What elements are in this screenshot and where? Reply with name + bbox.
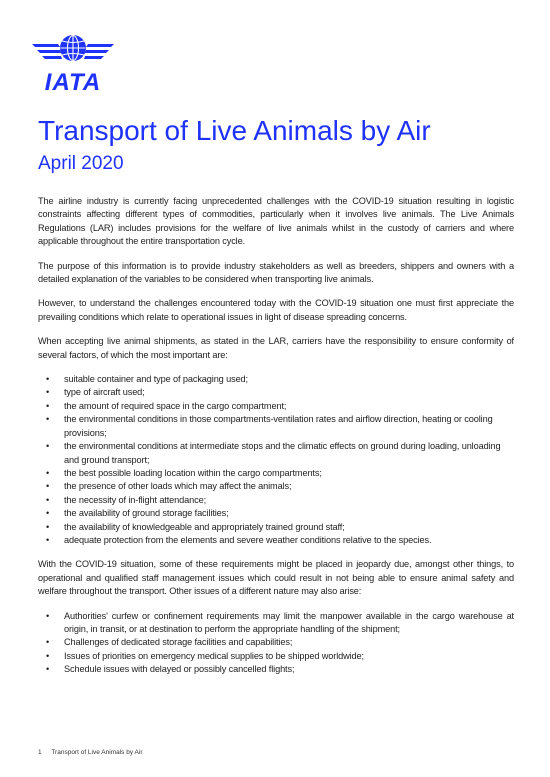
list-item: • the availability of knowledgeable and appropriately trained ground staff; xyxy=(64,521,514,534)
list-item: • Schedule issues with delayed or possibly cancelled flights; xyxy=(64,663,514,676)
document-date: April 2020 xyxy=(38,153,124,174)
list-item: • Authorities' curfew or confinement requirements may limit the manpower available in the cargo warehouse at origin, in transit, or at destination to perform the appropriate handling of the shipment; xyxy=(64,610,514,637)
logo-wordmark: IATA xyxy=(44,69,102,96)
list-item: • Issues of priorities on emergency medical supplies to be shipped worldwide; xyxy=(64,650,514,663)
issues-list xyxy=(38,610,514,677)
document-title: Transport of Live Animals by Air xyxy=(38,115,431,146)
list-item: • Challenges of dedicated storage facilities and capabilities; xyxy=(64,636,514,649)
footer-title: Transport of Live Animals by Air xyxy=(51,749,143,756)
factors-list xyxy=(38,373,514,547)
list-item: • the availability of ground storage facilities; xyxy=(64,507,514,520)
list-item: • the environmental conditions at intermediate stops and the climatic effects on ground during loading, unloading and ground transport; xyxy=(64,440,514,467)
list-item: • the best possible loading location within the cargo compartments; xyxy=(64,467,514,480)
page-number: 1 xyxy=(38,749,42,756)
list-item: • the presence of other loads which may affect the animals; xyxy=(64,480,514,493)
list-item: • the necessity of in-flight attendance; xyxy=(64,494,514,507)
purpose-paragraph: The purpose of this information is to provide industry stakeholders as well as breeders, shippers and owners with a detailed explanation of the variables to be considered when transporting live animals. xyxy=(38,260,514,285)
list-item: • suitable container and type of packaging used; xyxy=(64,373,514,386)
intro-paragraph: The airline industry is currently facing unprecedented challenges with the COVID-19 situation resulting in logistic constraints affecting different types of commodities, particularly when it involves live animals. The Live Animals Regulations (LAR) includes provisions for the welfare of live animals whilst in the custody of carriers and where applicable throughout the entire transportation cycle. xyxy=(38,196,514,247)
acceptance-paragraph: When accepting live animal shipments, as stated in the LAR, carriers have the responsibility to ensure conformity of several factors, of which the most important are: xyxy=(38,336,514,360)
document-body xyxy=(38,195,514,688)
list-item: • the amount of required space in the cargo compartment; xyxy=(64,400,514,413)
page-footer xyxy=(38,749,143,756)
list-item: • adequate protection from the elements and severe weather conditions relative to the species. xyxy=(64,534,514,547)
challenges-paragraph: However, to understand the challenges encountered today with the COVID-19 situation one must first appreciate the prevailing conditions which relate to operational issues in light of disease spreading concerns. xyxy=(38,298,514,322)
list-item: • the environmental conditions in those compartments-ventilation rates and airflow direction, heating or cooling provisions; xyxy=(64,413,514,440)
covid-paragraph: With the COVID-19 situation, some of these requirements might be placed in jeopardy due, amongst other things, to operational and qualified staff management issues which could result in not being able to ensure animal safety and welfare throughout the transport. Other issues of a different nature may also arise: xyxy=(38,559,514,597)
list-item: • type of aircraft used; xyxy=(64,386,514,399)
iata-logo xyxy=(30,30,116,96)
